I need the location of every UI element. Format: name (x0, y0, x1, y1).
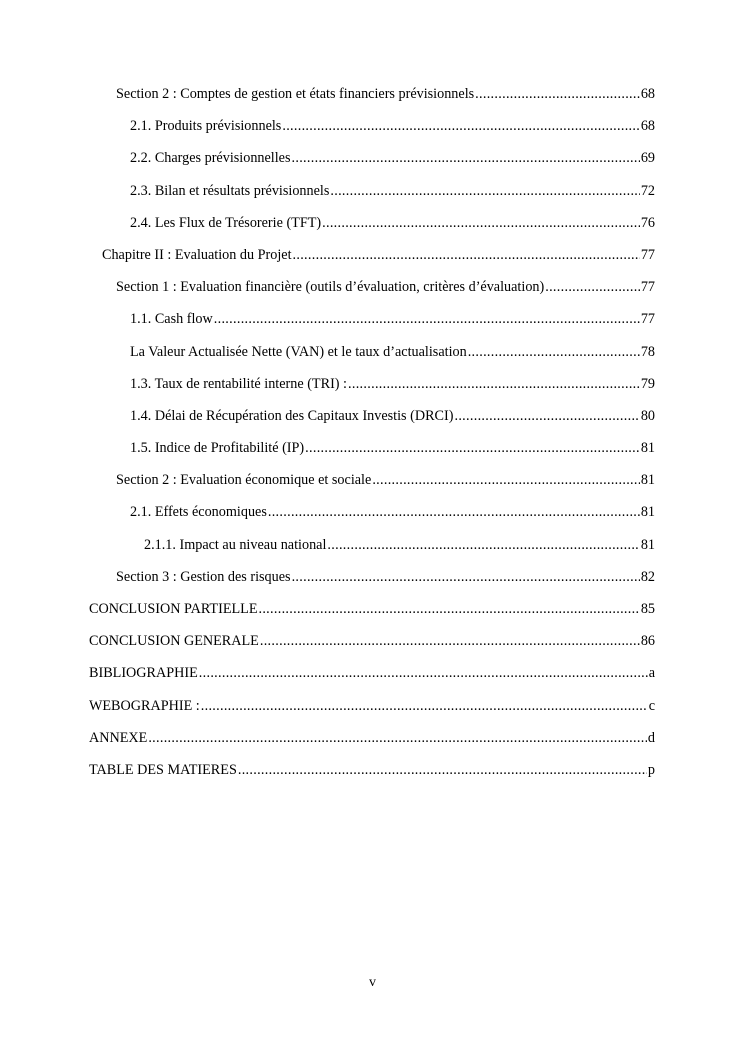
toc-entry-page: 69 (640, 150, 655, 167)
dot-leader (327, 537, 639, 554)
toc-entry-title: 1.5. Indice de Profitabilité (IP) (130, 440, 305, 457)
toc-entry-page: 78 (640, 343, 655, 360)
toc-entry-produits-previsionnels (89, 118, 655, 150)
toc-entry-section-3-gestion-risques (89, 569, 655, 601)
toc-entry-title: Chapitre II : Evaluation du Projet (102, 246, 292, 263)
toc-entry-conclusion-generale (89, 633, 655, 665)
toc-entry-section-1-evaluation-financiere (89, 279, 655, 311)
dot-leader (214, 311, 640, 328)
toc-entry-page: 77 (640, 246, 655, 263)
dot-leader (282, 118, 639, 135)
dot-leader (468, 344, 640, 361)
toc-entry-title: Section 2 : Evaluation économique et sociale (116, 472, 372, 489)
dot-leader (201, 698, 648, 715)
toc-entry-van (89, 344, 655, 376)
toc-entry-page: 81 (640, 536, 655, 553)
toc-entry-title: 1.4. Délai de Récupération des Capitaux Investis (DRCI) (130, 407, 454, 424)
toc-entry-title: La Valeur Actualisée Nette (VAN) et le taux d’actualisation (130, 343, 467, 360)
toc-entry-conclusion-partielle (89, 601, 655, 633)
toc-entry-bibliographie (89, 665, 655, 697)
toc-entry-title: 1.3. Taux de rentabilité interne (TRI) : (130, 375, 348, 392)
toc-entry-title: BIBLIOGRAPHIE (89, 665, 198, 682)
toc-entry-impact-national (89, 537, 655, 569)
toc-entry-annexe (89, 730, 655, 762)
toc-entry-title: 2.3. Bilan et résultats prévisionnels (130, 182, 330, 199)
toc-entry-flux-tresorerie (89, 215, 655, 247)
toc-entry-page: 76 (640, 214, 655, 231)
toc-entry-page: c (648, 697, 655, 714)
dot-leader (292, 150, 640, 167)
dot-leader (475, 86, 640, 103)
toc-entry-chapitre-2 (89, 247, 655, 279)
toc-entry-section-2-evaluation-economique (89, 472, 655, 504)
toc-entry-effets-economiques (89, 504, 655, 536)
dot-leader (292, 569, 640, 586)
toc-entry-page: d (647, 729, 655, 746)
toc-entry-page: 80 (640, 407, 655, 424)
dot-leader (268, 504, 640, 521)
toc-entry-page: 79 (640, 375, 655, 392)
dot-leader (238, 762, 647, 779)
toc-entry-title: ANNEXE (89, 729, 148, 746)
toc-entry-page: 68 (640, 86, 655, 102)
toc-entry-title: WEBOGRAPHIE : (89, 697, 200, 714)
toc-entry-title: 2.4. Les Flux de Trésorerie (TFT) (130, 214, 322, 231)
toc-entry-title: Section 1 : Evaluation financière (outils d’évaluation, critères d’évaluation) (116, 279, 545, 296)
toc-entry-title: Section 3 : Gestion des risques (116, 568, 291, 585)
toc-entry-title: CONCLUSION PARTIELLE (89, 601, 258, 617)
toc-entry-page: 77 (640, 311, 655, 328)
dot-leader (330, 183, 639, 200)
toc-entry-charges-previsionnelles (89, 150, 655, 182)
toc-entry-title: Section 2 : Comptes de gestion et états financiers prévisionnels (116, 86, 475, 102)
toc-entry-webographie (89, 698, 655, 730)
toc-entry-tri (89, 376, 655, 408)
toc-entry-page: 85 (640, 601, 655, 617)
toc-entry-indice-profitabilite (89, 440, 655, 472)
dot-leader (293, 247, 640, 264)
toc-entry-title: TABLE DES MATIERES (89, 761, 237, 778)
dot-leader (260, 633, 640, 650)
dot-leader (148, 730, 647, 747)
toc-entry-section-2-comptes (89, 86, 655, 118)
toc-entry-page: 81 (640, 440, 655, 457)
toc-entry-title: CONCLUSION GENERALE (89, 633, 259, 650)
dot-leader (199, 665, 648, 682)
table-of-contents (89, 86, 655, 794)
toc-entry-page: 82 (640, 568, 655, 585)
toc-entry-title: 2.1. Effets économiques (130, 504, 267, 521)
toc-entry-drci (89, 408, 655, 440)
toc-entry-page: 86 (640, 633, 655, 650)
toc-entry-bilan-resultats (89, 183, 655, 215)
toc-entry-page: 68 (640, 118, 655, 135)
toc-entry-cash-flow (89, 311, 655, 343)
toc-entry-title: 2.1. Produits prévisionnels (130, 118, 282, 135)
page-number: v (369, 975, 376, 990)
dot-leader (545, 279, 640, 296)
dot-leader (348, 376, 640, 393)
toc-entry-page: 72 (640, 182, 655, 199)
toc-entry-title: 2.2. Charges prévisionnelles (130, 150, 291, 167)
dot-leader (322, 215, 640, 232)
toc-entry-page: 81 (640, 504, 655, 521)
dot-leader (305, 440, 640, 457)
toc-entry-title: 2.1.1. Impact au niveau national (144, 536, 327, 553)
toc-entry-page: 77 (640, 279, 655, 296)
toc-entry-table-des-matieres (89, 762, 655, 794)
toc-entry-page: a (648, 665, 655, 682)
toc-entry-page: p (647, 761, 655, 778)
dot-leader (258, 601, 639, 618)
toc-entry-page: 81 (640, 472, 655, 489)
dot-leader (454, 408, 639, 425)
toc-entry-title: 1.1. Cash flow (130, 311, 213, 328)
dot-leader (372, 472, 640, 489)
